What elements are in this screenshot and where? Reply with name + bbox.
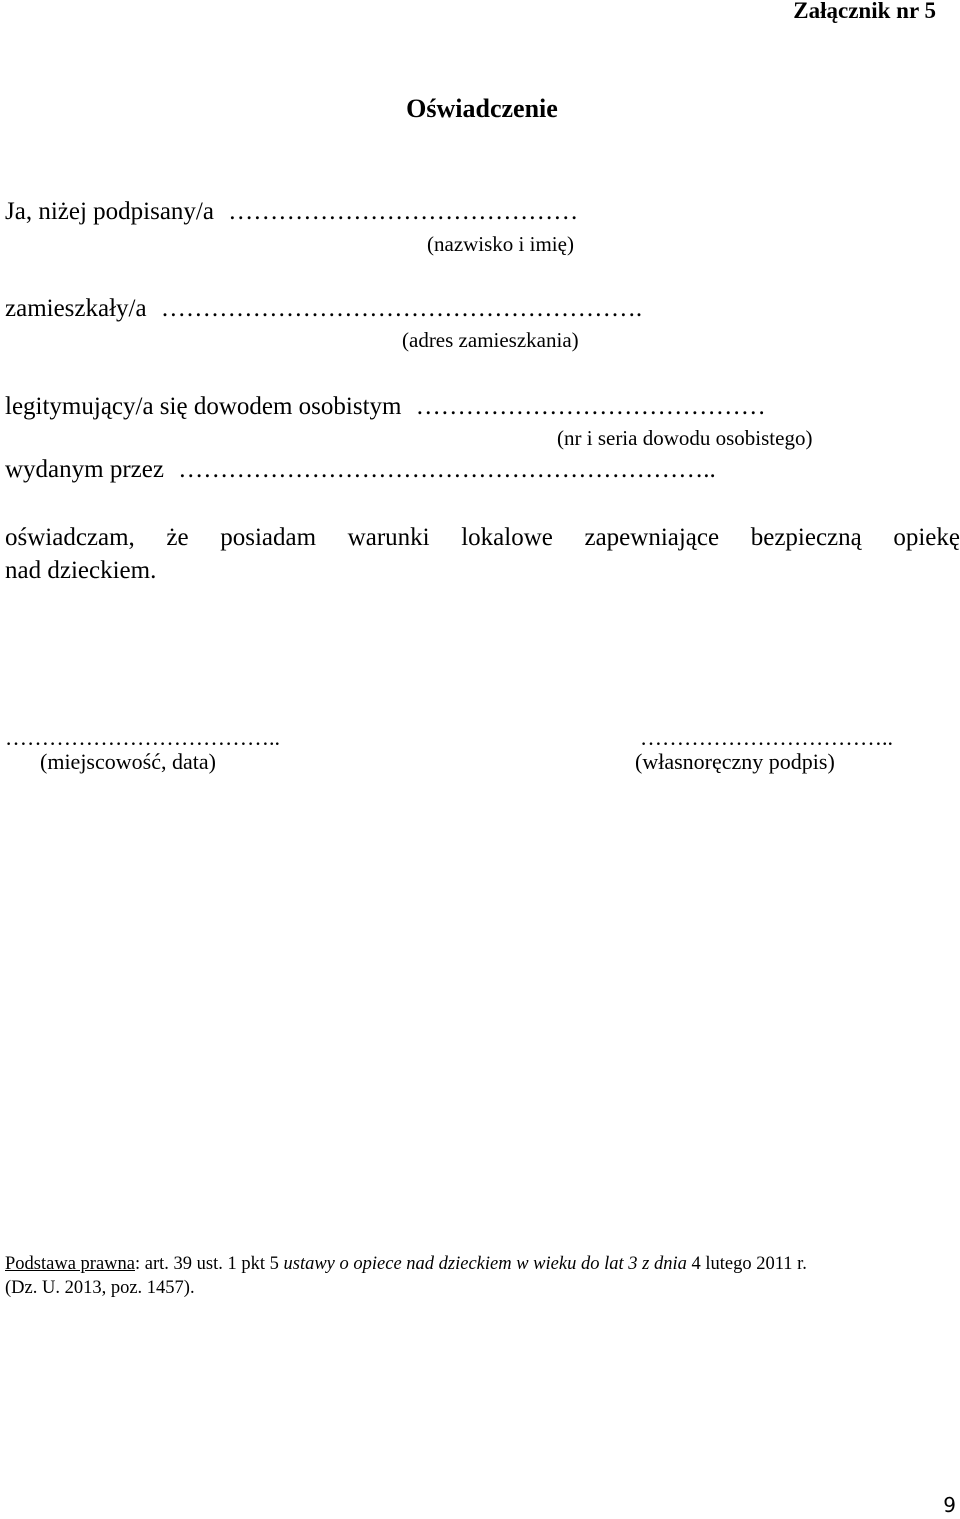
address-field-dots: ………………………………………………….: [160, 295, 643, 322]
name-field-dots: ……………………………………: [228, 198, 579, 225]
issued-by-field-row: [5, 456, 716, 484]
legal-basis-text: : art. 39 ust. 1 pkt 5: [134, 1254, 284, 1274]
legal-basis-act-title: ustawy o opiece nad dzieckiem w wieku do lat 3 z dnia: [283, 1254, 687, 1274]
address-field-label: zamieszkały/a: [5, 295, 147, 322]
legal-basis-line-2: (Dz. U. 2013, poz. 1457).: [5, 1278, 195, 1298]
signature-dots: ……………………………..: [640, 725, 893, 750]
address-field-caption: (adres zamieszkania): [402, 328, 579, 352]
address-field-row: [5, 295, 642, 323]
legal-basis-date: 4 lutego 2011 r.: [686, 1254, 807, 1274]
signature-caption: (własnoręczny podpis): [635, 749, 835, 774]
attachment-number: Załącznik nr 5: [793, 0, 936, 23]
issued-by-field-label: wydanym przez: [5, 456, 164, 483]
id-document-field-label: legitymujący/a się dowodem osobistym: [5, 393, 402, 420]
place-date-caption: (miejscowość, data): [40, 749, 216, 774]
legal-basis-line-1: [5, 1252, 955, 1276]
legal-basis-label: Podstawa prawna: [5, 1254, 135, 1274]
id-document-field-row: [5, 393, 766, 421]
statement-line-2: nad dzieckiem.: [5, 557, 157, 584]
id-document-field-dots: ……………………………………: [415, 393, 766, 420]
name-field-caption: (nazwisko i imię): [427, 232, 574, 256]
place-date-dots: ………………………………..: [5, 725, 280, 750]
name-field-label: Ja, niżej podpisany/a: [5, 198, 214, 225]
legal-basis-footer: [5, 1252, 955, 1300]
page-number: 9: [943, 1493, 956, 1517]
document-title: Oświadczenie: [406, 94, 558, 123]
statement-line-1: oświadczam, że posiadam warunki lokalowe zapewniające bezpieczną opiekę: [5, 524, 960, 551]
id-document-field-caption: (nr i seria dowodu osobistego): [557, 426, 813, 450]
name-field-row: [5, 198, 578, 226]
issued-by-field-dots: ………………………………………………………..: [178, 456, 716, 483]
